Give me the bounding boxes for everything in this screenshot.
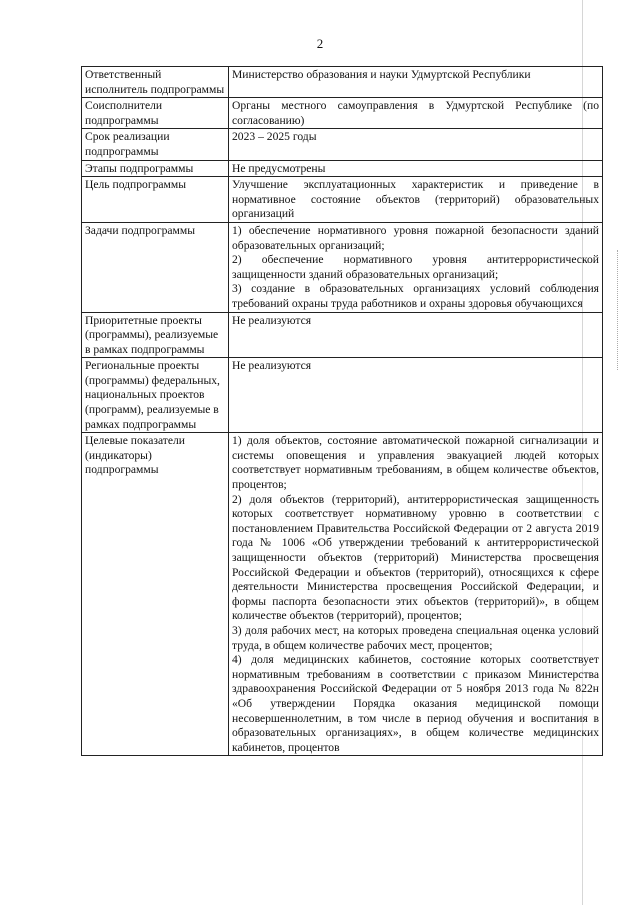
row-label: Срок реализации подпрограммы: [82, 129, 229, 160]
row-label: Приоритетные проекты (программы), реализуемые в рамках подпрограммы: [82, 312, 229, 358]
table-row: [82, 177, 603, 223]
row-value: [229, 222, 603, 312]
scan-artifact: [617, 250, 619, 370]
value-paragraph: 1) обеспечение нормативного уровня пожарной безопасности зданий образовательных организаций;: [232, 223, 599, 252]
table-row: [82, 98, 603, 129]
row-label: Соисполнители подпрограммы: [82, 98, 229, 129]
page-number: 2: [316, 36, 324, 51]
table-row: [82, 358, 603, 433]
table-row: [82, 433, 603, 756]
row-value: [229, 98, 603, 129]
table-row: [82, 160, 603, 177]
row-label: Этапы подпрограммы: [82, 160, 229, 177]
row-value: [229, 177, 603, 223]
row-value: [229, 67, 603, 98]
row-label: Ответственный исполнитель подпрограммы: [82, 67, 229, 98]
table-row: [82, 222, 603, 312]
row-value: [229, 358, 603, 433]
value-paragraph: 4) доля медицинских кабинетов, состояние которых соответствует нормативным требованиям в соответствии с приказом Министерства здравоохранения Российской Федерации от 5 ноября 2013 года № 822н «Об утверждении Порядка оказания медицинской помощи несовершеннолетним, в том числе в период обучения и воспитания в образовательных организациях», в общем количестве медицинских кабинетов, процентов: [232, 653, 599, 754]
row-value: [229, 160, 603, 177]
row-label: Целевые показатели (индикаторы) подпрограммы: [82, 433, 229, 756]
row-value: [229, 129, 603, 160]
value-paragraph: 3) доля рабочих мест, на которых проведена специальная оценка условий труда, в общем количестве рабочих мест, процентов;: [232, 623, 599, 652]
row-label: Региональные проекты (программы) федеральных, национальных проектов (программ), реализуемые в рамках подпрограммы: [82, 358, 229, 433]
row-value: [229, 433, 603, 756]
value-paragraph: 2) обеспечение нормативного уровня антитеррористической защищенности зданий образовательных организаций;: [232, 253, 599, 281]
table-row: [82, 129, 603, 160]
value-paragraph: Не реализуются: [232, 313, 312, 327]
value-paragraph: Не реализуются: [232, 359, 312, 373]
value-paragraph: 1) доля объектов, состояние автоматической пожарной сигнализации и системы оповещения и управления эвакуацией людей которых соответствует нормативным требованиям, в общем количестве объектов, процентов;: [232, 434, 599, 492]
row-label: Задачи подпрограммы: [82, 222, 229, 312]
row-label: Цель подпрограммы: [82, 177, 229, 223]
value-paragraph: Органы местного самоуправления в Удмуртской Республике (по согласованию): [232, 99, 599, 127]
value-paragraph: 3) создание в образовательных организациях условий соблюдения требований охраны труда работников и охраны здоровья обучающихся: [232, 282, 599, 310]
table-row: [82, 312, 603, 358]
row-value: [229, 312, 603, 358]
value-paragraph: 2023 – 2025 годы: [232, 130, 317, 144]
table-row: [82, 67, 603, 98]
value-paragraph: Не предусмотрены: [232, 161, 326, 175]
subprogram-passport-table: [81, 66, 603, 756]
value-paragraph: Министерство образования и науки Удмуртской Республики: [232, 68, 531, 81]
value-paragraph: Улучшение эксплуатационных характеристик и приведение в нормативное состояние объектов (территорий) образовательных организаций: [232, 178, 599, 221]
value-paragraph: 2) доля объектов (территорий), антитеррористическая защищенность которых соответствует нормативному уровню в соответствии с постановлением Правительства Российской Федерации от 2 августа 2019 года № 1006 «Об утверждении требований к антитеррористической защищенности объектов (территорий) Министерства просвещения Российской Федерации и объектов (территорий), относящихся к сфере деятельности Министерства просвещения Российской Федерации, и формы паспорта безопасности этих объектов (территорий)», в общем количестве объектов (территорий), процентов;: [232, 492, 599, 623]
